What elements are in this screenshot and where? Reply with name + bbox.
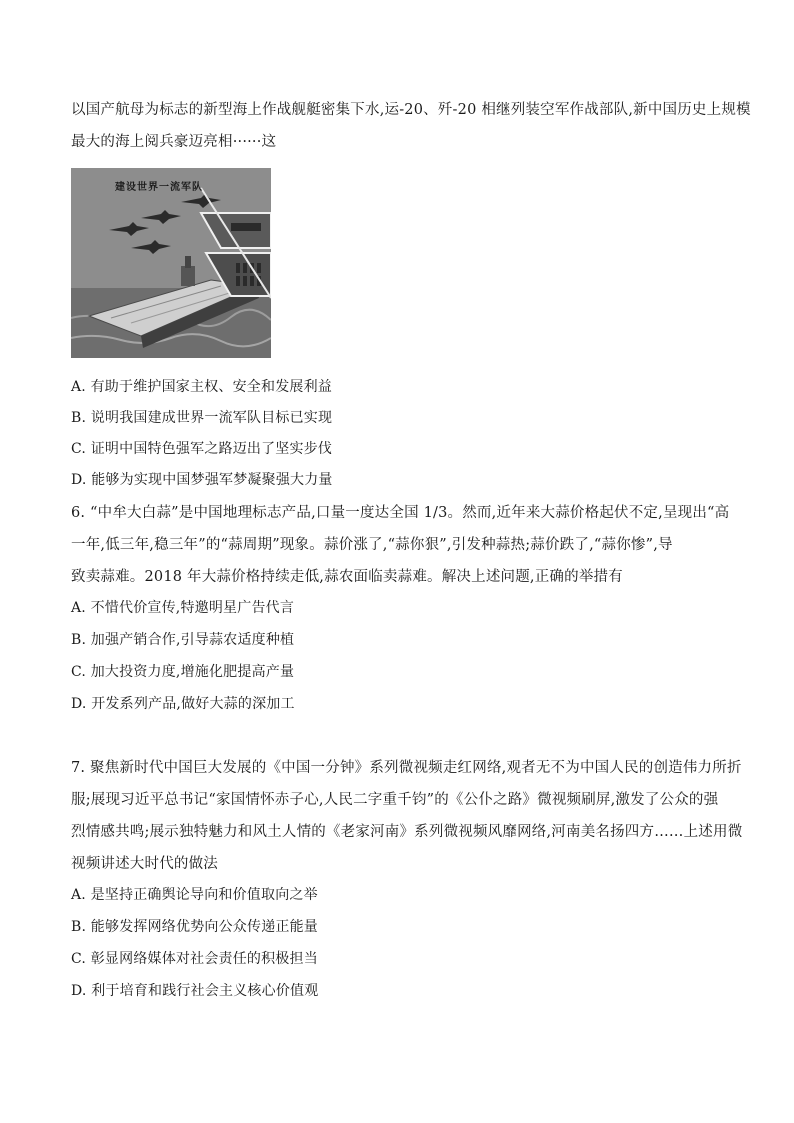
q5-option-d: D. 能够为实现中国梦强军梦凝聚强大力量 bbox=[71, 472, 333, 488]
q5-figure-carrier-poster bbox=[71, 168, 271, 358]
q6-option-d: D. 开发系列产品,做好大蒜的深加工 bbox=[71, 696, 295, 712]
q6-stem-line-2: 一年,低三年,稳三年”的“蒜周期”现象。蒜价涨了,“蒜你狠”,引发种蒜热;蒜价跌了,“蒜你惨”,导 bbox=[71, 537, 673, 553]
q7-option-b: B. 能够发挥网络优势向公众传递正能量 bbox=[71, 919, 318, 935]
q6-stem-line-1: 6. “中牟大白蒜”是中国地理标志产品,口量一度达全国 1/3。然而,近年来大蒜价格起伏不定,呈现出“高 bbox=[71, 505, 730, 521]
q5-option-c: C. 证明中国特色强军之路迈出了坚实步伐 bbox=[71, 441, 333, 457]
figure-caption: 建设世界一流军队 bbox=[115, 182, 203, 193]
q7-option-a: A. 是坚持正确舆论导向和价值取向之举 bbox=[71, 887, 318, 903]
q6-stem-line-3: 致卖蒜难。2018 年大蒜价格持续走低,蒜农面临卖蒜难。解决上述问题,正确的举措有 bbox=[71, 569, 623, 585]
q5-stem-line-1: 以国产航母为标志的新型海上作战舰艇密集下水,运-20、歼-20 相继列装空军作战部队,新中国历史上规模 bbox=[71, 102, 751, 118]
q5-option-b: B. 说明我国建成世界一流军队目标已实现 bbox=[71, 410, 333, 426]
q7-stem-line-3: 烈情感共鸣;展示独特魅力和风土人情的《老家河南》系列微视频风靡网络,河南美名扬四方……上述用微 bbox=[71, 824, 743, 840]
q7-option-c: C. 彰显网络媒体对社会责任的积极担当 bbox=[71, 951, 318, 967]
carrier-poster-illustration bbox=[71, 168, 271, 358]
q5-option-a: A. 有助于维护国家主权、安全和发展利益 bbox=[71, 379, 333, 395]
q7-stem-line-4: 视频讲述大时代的做法 bbox=[71, 856, 218, 872]
q6-option-c: C. 加大投资力度,增施化肥提高产量 bbox=[71, 664, 295, 680]
q7-stem-line-2: 服;展现习近平总书记“家国情怀赤子心,人民二字重千钧”的《公仆之路》微视频刷屏,激发了公众的强 bbox=[71, 792, 719, 808]
q7-option-d: D. 利于培育和践行社会主义核心价值观 bbox=[71, 983, 319, 999]
q6-option-a: A. 不惜代价宣传,特邀明星广告代言 bbox=[71, 600, 295, 616]
q5-stem-line-2: 最大的海上阅兵豪迈亮相······这 bbox=[71, 134, 277, 150]
q7-stem-line-1: 7. 聚焦新时代中国巨大发展的《中国一分钟》系列微视频走红网络,观者无不为中国人民的创造伟力所折 bbox=[71, 760, 742, 776]
q6-option-b: B. 加强产销合作,引导蒜农适度种植 bbox=[71, 632, 295, 648]
